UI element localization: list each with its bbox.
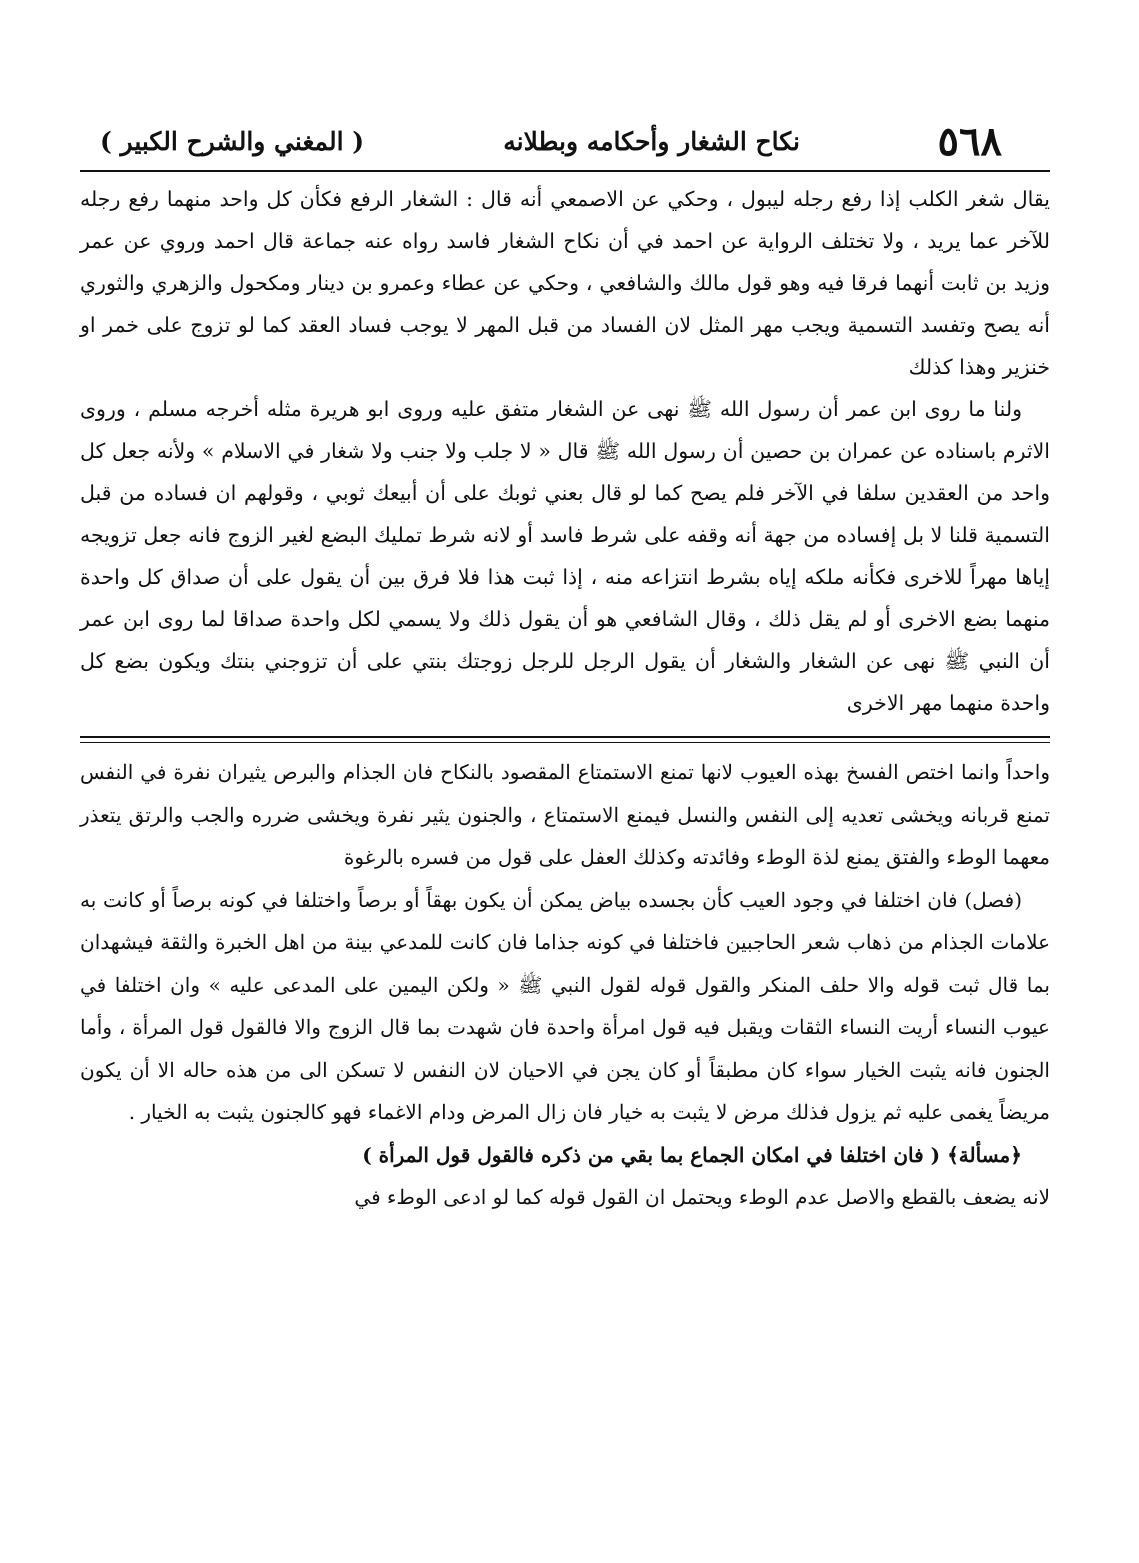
upper-paragraph-1: يقال شغر الكلب إذا رفع رجله ليبول ، وحكي عن الاصمعي أنه قال : الشغار الرفع فكأن كل واحد منهما رفع رجله للآخر عما يريد ، ولا تختلف الرواية عن احمد في أن نكاح الشغار فاسد رواه عنه جماعة قال احمد وروي عن عمر وزيد بن ثابت أنهما فرقا فيه وهو قول مالك والشافعي ، وحكي عن عطاء وعمرو بن دينار ومكحول والزهري والثوري أنه يصح وتفسد التسمية ويجب مهر المثل لان الفساد من قبل المهر لا يوجب فساد العقد كما لو تزوج على خمر او خنزير وهذا كذلك: [80, 187, 1050, 379]
page-number: ٥٦٨: [937, 118, 1002, 165]
upper-paragraph-2: ولنا ما روى ابن عمر أن رسول الله ﷺ نهى عن الشغار متفق عليه وروى ابو هريرة مثله أخرجه مسلم ، وروى الاثرم باسناده عن عمران بن حصين أن رسول الله ﷺ قال « لا جلب ولا جنب ولا شغار في الاسلام » ولأنه جعل كل واحد من العقدين سلفا في الآخر فلم يصح كما لو قال بعني ثوبك على أن أبيعك ثوبي ، وقولهم ان فساده من قبل التسمية قلنا لا بل إفساده من جهة أنه وقفه على شرط فاسد أو لانه شرط تمليك البضع لغير الزوج فانه جعل تزويجه إياها مهراً للاخرى فكأنه ملكه إياه بشرط انتزاعه منه ، إذا ثبت هذا فلا فرق بين أن يقول على أن صداق كل واحدة منهما بضع الاخرى أو لم يقل ذلك ، وقال الشافعي هو أن يقول ذلك ولا يسمي لكل واحدة صداقا لما روى ابن عمر أن النبي ﷺ نهى عن الشغار والشغار أن يقول الرجل للرجل زوجتك بنتي على أن تزوجني بنتك ويكون بضع كل واحدة منهما مهر الاخرى: [80, 397, 1050, 715]
lower-section: [80, 751, 1050, 1219]
running-title: نكاح الشغار وأحكامه وبطلانه: [503, 127, 800, 156]
lower-paragraph-1: واحداً وانما اختص الفسخ بهذه العيوب لانها تمنع الاستمتاع المقصود بالنكاح فان الجذام والبرص يثيران نفرة في النفس تمنع قربانه ويخشى تعديه إلى النفس والنسل فيمنع الاستمتاع ، والجنون يثير نفرة ويخشى ضرره والجب والرتق يتعذر معهما الوطء والفتق يمنع لذة الوطء وفائدته وكذلك العفل على قول من فسره بالرغوة: [80, 760, 1050, 869]
document-page: [80, 118, 1050, 1219]
page-header: [80, 118, 1050, 172]
section-divider: [80, 736, 1050, 743]
lower-final-paragraph: لانه يضعف بالقطع والاصل عدم الوطء ويحتمل ان القول قوله كما لو ادعى الوطء في: [354, 1185, 1050, 1209]
upper-section: [80, 178, 1050, 724]
masala-heading: ﴿مسألة﴾ ( فان اختلفا في امكان الجماع بما بقي من ذكره فالقول قول المرأة ): [362, 1142, 1022, 1167]
book-title: ( المغني والشرح الكبير ): [100, 127, 365, 156]
divider-rule-thick: [80, 736, 1050, 738]
divider-rule-thin: [80, 742, 1050, 743]
lower-paragraph-2: (فصل) فان اختلفا في وجود العيب كأن بجسده بياض يمكن أن يكون بهقاً أو برصاً واختلفا في كونه برصاً أو كانت به علامات الجذام من ذهاب شعر الحاجبين فاختلفا في كونه جذاما فان كانت للمدعي بينة من اهل الخبرة والثقة فيشهدان بما قال ثبت قوله والا حلف المنكر والقول قوله لقول النبي ﷺ « ولكن اليمين على المدعى عليه » وان اختلفا في عيوب النساء أريت النساء الثقات ويقبل فيه قول امرأة واحدة فان شهدت بما قال الزوج والا فالقول قول المرأة ، وأما الجنون فانه يثبت الخيار سواء كان مطبقاً أو كان يجن في الاحيان لان النفس لا تسكن الى من هذه حاله الا أن يكون مريضاً يغمى عليه ثم يزول فذلك مرض لا يثبت به خيار فان زال المرض ودام الاغماء فهو كالجنون يثبت به الخيار .: [80, 887, 1050, 1124]
